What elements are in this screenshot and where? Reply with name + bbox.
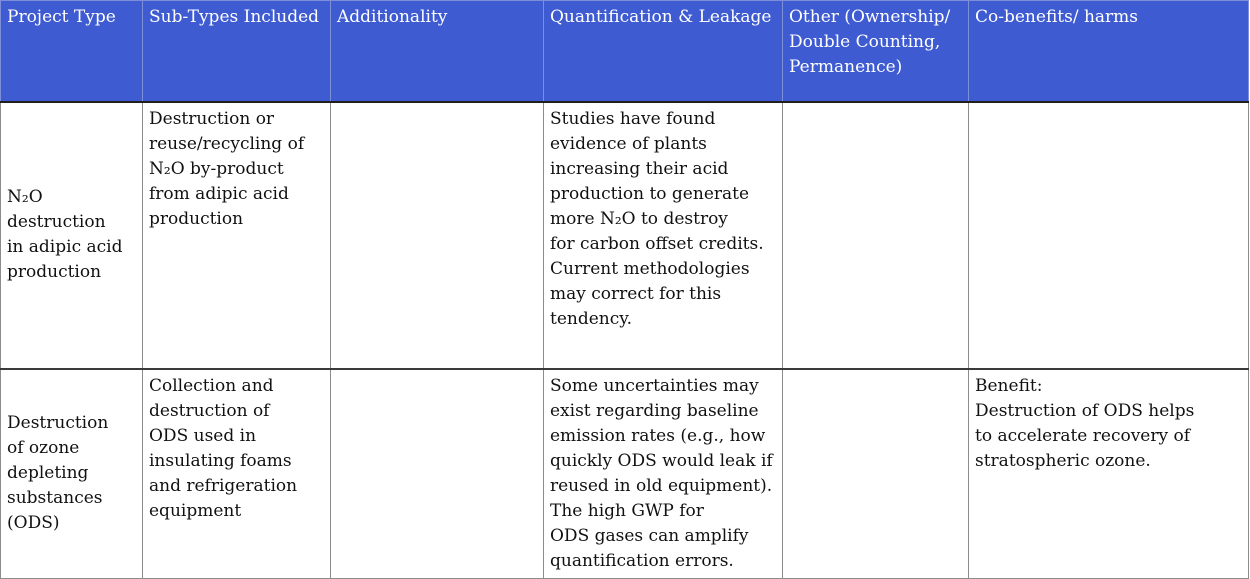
table-body [1, 102, 1249, 579]
cell-quantification: Studies have found evidence of plants increasing their acid production to generate more N₂O to destroy for carbon offset credits. Current methodologies may correct for this tendency. [544, 102, 783, 369]
cell-project-type: N₂O destruction in adipic acid production [1, 102, 143, 369]
header-row [1, 1, 1249, 102]
cell-cobenefits [969, 102, 1249, 369]
cell-quantification: Some uncertainties may exist regarding baseline emission rates (e.g., how quickly ODS would leak if reused in old equipment). The high GWP for ODS gases can amplify quantification errors. [544, 369, 783, 579]
table-row [1, 369, 1249, 579]
cell-additionality [331, 102, 544, 369]
cell-project-type: Destruction of ozone depleting substances (ODS) [1, 369, 143, 579]
table-header [1, 1, 1249, 102]
header-sub-types: Sub-Types Included [143, 1, 331, 102]
header-project-type: Project Type [1, 1, 143, 102]
cell-sub-types: Collection and destruction of ODS used in insulating foams and refrigeration equipment [143, 369, 331, 579]
cell-sub-types: Destruction or reuse/recycling of N₂O by-product from adipic acid production [143, 102, 331, 369]
cell-other [783, 369, 969, 579]
table-row [1, 102, 1249, 369]
header-cobenefits: Co-benefits/ harms [969, 1, 1249, 102]
cell-additionality [331, 369, 544, 579]
cell-cobenefits: Benefit: Destruction of ODS helps to accelerate recovery of stratospheric ozone. [969, 369, 1249, 579]
header-quantification-leakage: Quantification & Leakage [544, 1, 783, 102]
header-other: Other (Ownership/ Double Counting, Permanence) [783, 1, 969, 102]
cell-other [783, 102, 969, 369]
header-additionality: Additionality [331, 1, 544, 102]
